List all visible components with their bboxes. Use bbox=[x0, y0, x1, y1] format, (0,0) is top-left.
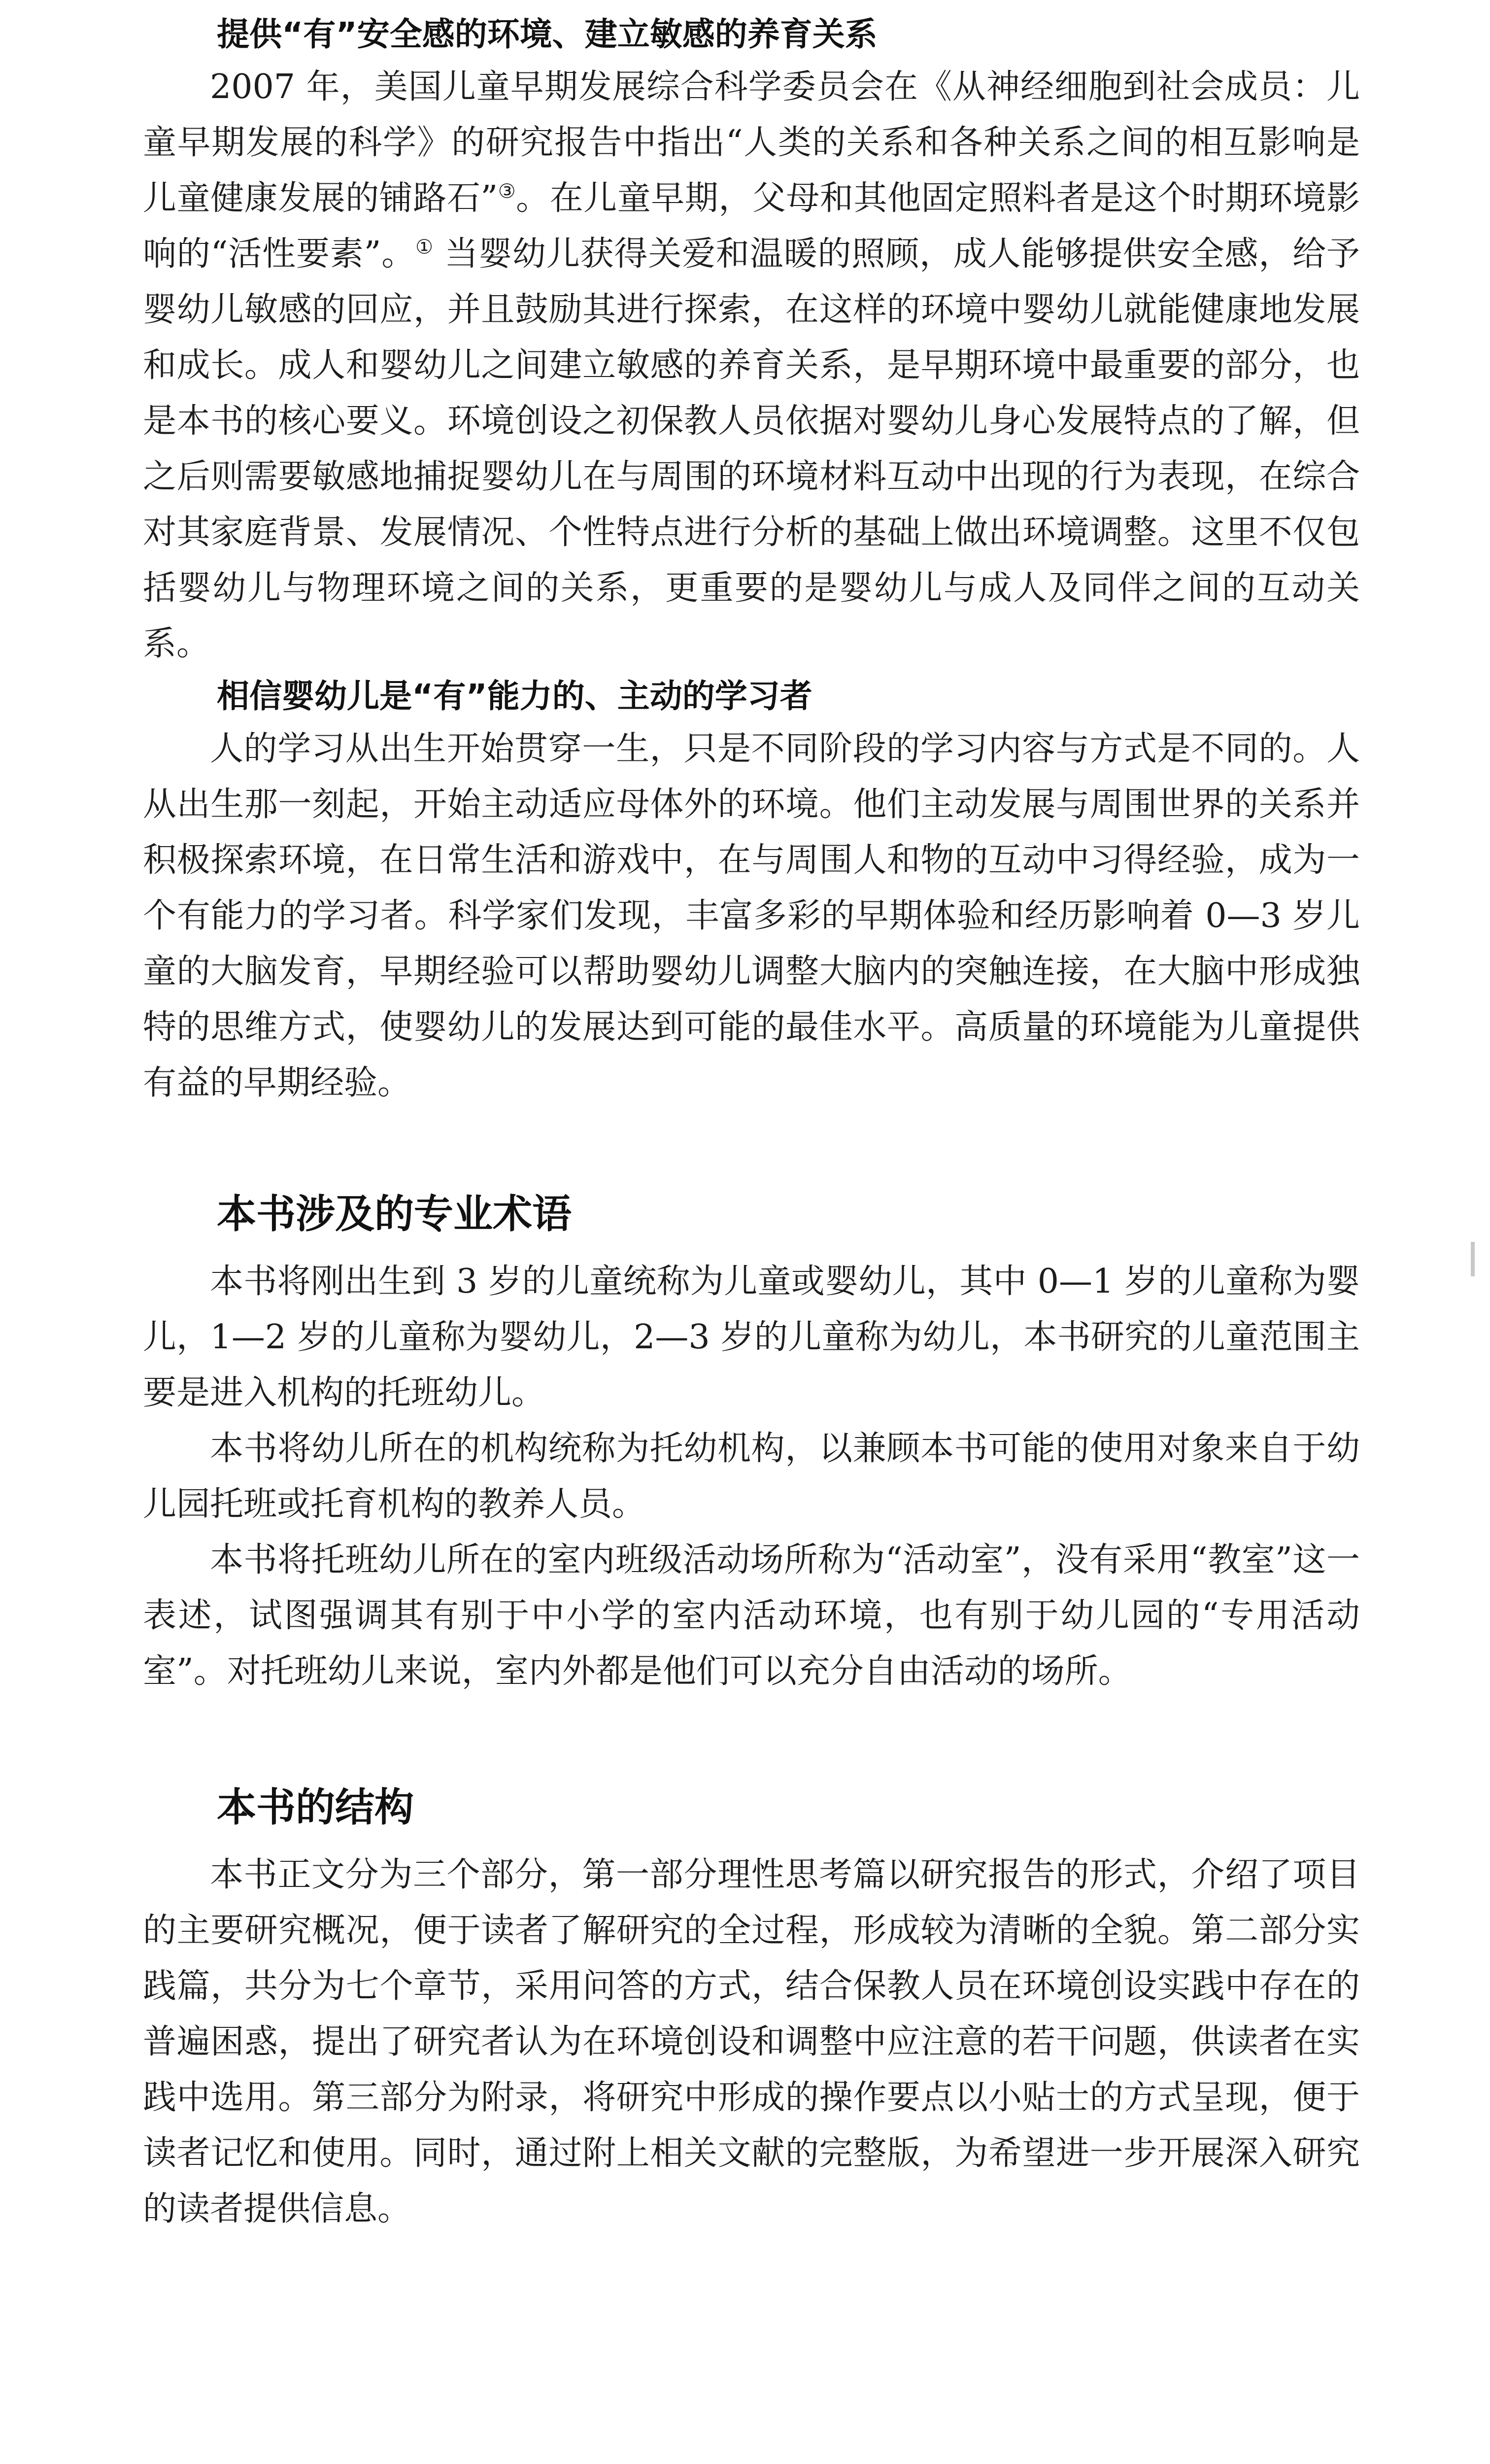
paragraph-capable-learner: 人的学习从出生开始贯穿一生，只是不同阶段的学习内容与方式是不同的。人从出生那一刻起，开始主动适应母体外的环境。他们主动发展与周围世界的关系并积极探索环境，在日常生活和游戏中，在与周围人和物的互动中习得经验，成为一个有能力的学习者。科学家们发现，丰富多彩的早期体验和经历影响着 0—3 岁儿童的大脑发育，早期经验可以帮助婴幼儿调整大脑内的突触连接，在大脑中形成独特的思维方式，使婴幼儿的发展达到可能的最佳水平。高质量的环境能为儿童提供有益的早期经验。 bbox=[143, 729, 1360, 1102]
section-title-terms: 本书涉及的专业术语 bbox=[217, 1191, 572, 1237]
paragraph-terms-institution: 本书将幼儿所在的机构统称为托幼机构，以兼顾本书可能的使用对象来自于幼儿园托班或托育机构的教养人员。 bbox=[143, 1429, 1360, 1524]
paragraph-text: 2007 年，美国儿童早期发展综合科学委员会在《从神经细胞到社会成员：儿童早期发展的科学》的研究报告中指出“人类的关系和各种关系之间的相互影响是儿童健康发展的铺路石” bbox=[143, 68, 1360, 218]
scan-edge-mark bbox=[1471, 1242, 1475, 1276]
paragraph-text: 当婴幼儿获得关爱和温暖的照顾，成人能够提供安全感，给予婴幼儿敏感的回应，并且鼓励其进行探索，在这样的环境中婴幼儿就能健康地发展和成长。成人和婴幼儿之间建立敏感的养育关系，是早期环境中最重要的部分，也是本书的核心要义。环境创设之初保教人员依据对婴幼儿身心发展特点的了解，但之后则需要敏感地捕捉婴幼儿在与周围的环境材料互动中出现的行为表现，在综合对其家庭背景、发展情况、个性特点进行分析的基础上做出环境调整。这里不仅包括婴幼儿与物理环境之间的关系，更重要的是婴幼儿与成人及同伴之间的互动关系。 bbox=[143, 235, 1360, 663]
subheading-safety-environment: 提供“有”安全感的环境、建立敏感的养育关系 bbox=[217, 15, 878, 53]
paragraph-sensitive-relationship bbox=[143, 59, 1360, 672]
subheading-capable-learner: 相信婴幼儿是“有”能力的、主动的学习者 bbox=[217, 677, 813, 715]
footnote-ref: ③ bbox=[498, 180, 516, 203]
document-page bbox=[143, 0, 1360, 2237]
paragraph-terms-activity-room: 本书将托班幼儿所在的室内班级活动场所称为“活动室”，没有采用“教室”这一表述，试图强调其有别于中小学的室内活动环境，也有别于幼儿园的“专用活动室”。对托班幼儿来说，室内外都是他们可以充分自由活动的场所。 bbox=[143, 1540, 1360, 1691]
paragraph-text: 。在儿童早期，父母和其他固定照料者是这个时期环境影响的“活性要素”。 bbox=[143, 179, 1360, 274]
paragraph-structure: 本书正文分为三个部分，第一部分理性思考篇以研究报告的形式，介绍了项目的主要研究概况，便于读者了解研究的全过程，形成较为清晰的全貌。第二部分实践篇，共分为七个章节，采用问答的方式，结合保教人员在环境创设实践中存在的普遍困惑，提出了研究者认为在环境创设和调整中应注意的若干问题，供读者在实践中选用。第三部分为附录，将研究中形成的操作要点以小贴士的方式呈现，便于读者记忆和使用。同时，通过附上相关文献的完整版，为希望进一步开展深入研究的读者提供信息。 bbox=[143, 1855, 1360, 2228]
paragraph-terms-age: 本书将刚出生到 3 岁的儿童统称为儿童或婴幼儿，其中 0—1 岁的儿童称为婴儿，1—2 岁的儿童称为婴幼儿，2—3 岁的儿童称为幼儿，本书研究的儿童范围主要是进入机构的托班幼儿。 bbox=[143, 1262, 1360, 1412]
footnote-ref: ① bbox=[415, 236, 434, 259]
section-title-structure: 本书的结构 bbox=[217, 1784, 414, 1830]
